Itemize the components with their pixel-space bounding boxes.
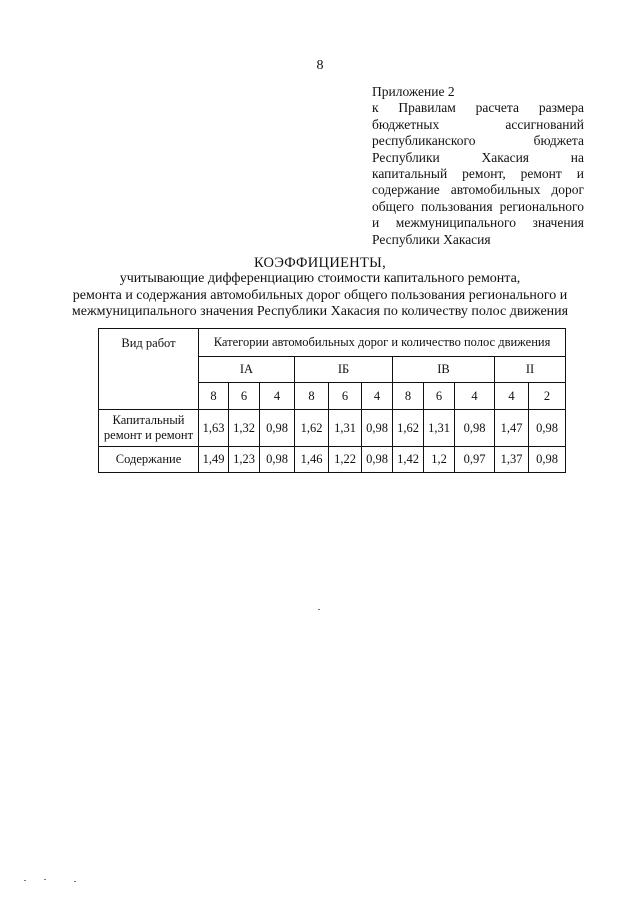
table-cell: 1,63	[199, 410, 229, 447]
appendix-line: республиканского бюджета	[372, 133, 584, 149]
table-cell: 1,42	[393, 447, 424, 473]
table-cell: 1,32	[229, 410, 260, 447]
category-header: IA	[199, 357, 295, 383]
table-cell: 0,98	[260, 447, 295, 473]
table-cell: 1,62	[393, 410, 424, 447]
table-cell: 0,98	[362, 447, 393, 473]
appendix-line: Республики Хакасия	[372, 231, 491, 247]
document-title: КОЭФФИЦИЕНТЫ,	[253, 255, 387, 271]
row-label	[99, 410, 199, 447]
lanes-header: 8	[199, 383, 229, 410]
row-label-line: Капитальный	[112, 413, 185, 427]
lanes-header: 4	[455, 383, 495, 410]
appendix-line: содержание автомобильных дорог	[372, 182, 584, 198]
lanes-header: 4	[362, 383, 393, 410]
lanes-header: 4	[260, 383, 295, 410]
lanes-header: 2	[529, 383, 566, 410]
table-cell: 1,22	[329, 447, 362, 473]
table-cell: 1,46	[295, 447, 329, 473]
table-cell: 1,31	[424, 410, 455, 447]
lanes-header: 6	[424, 383, 455, 410]
table-cell: 0,98	[529, 447, 566, 473]
appendix-block	[372, 84, 584, 248]
table-cell: 1,31	[329, 410, 362, 447]
scan-speck	[318, 609, 320, 610]
table-row	[99, 447, 566, 473]
appendix-line: общего пользования регионального	[372, 198, 584, 214]
lanes-header: 6	[229, 383, 260, 410]
row-label-line: ремонт и ремонт	[103, 428, 194, 442]
scan-speck	[74, 881, 76, 882]
table-cell: 1,49	[199, 447, 229, 473]
category-header: IВ	[393, 357, 495, 383]
table-cell: 0,98	[455, 410, 495, 447]
work-type-header: Вид работ	[99, 329, 199, 410]
table-cell: 0,98	[362, 410, 393, 447]
lanes-header: 4	[495, 383, 529, 410]
table-cell: 1,23	[229, 447, 260, 473]
table-cell: 0,97	[455, 447, 495, 473]
table-cell: 1,2	[424, 447, 455, 473]
table-row	[99, 410, 566, 447]
document-subtitle-line: ремонта и содержания автомобильных дорог общего пользования регионального и	[72, 288, 568, 303]
appendix-line: капитальный ремонт, ремонт и	[372, 166, 584, 182]
document-subtitle-line: межмуниципального значения Республики Хакасия по количеству полос движения	[71, 304, 569, 319]
scan-speck	[24, 880, 26, 881]
table-cell: 1,62	[295, 410, 329, 447]
appendix-title: Приложение 2	[372, 84, 455, 99]
lanes-header: 8	[295, 383, 329, 410]
appendix-line: бюджетных ассигнований	[372, 116, 584, 132]
lanes-header: 6	[329, 383, 362, 410]
appendix-line: к Правилам расчета размера	[372, 100, 584, 116]
appendix-line: и межмуниципального значения	[372, 215, 584, 231]
coefficients-table	[98, 328, 566, 473]
appendix-line: Республики Хакасия на	[372, 149, 584, 165]
lanes-header: 8	[393, 383, 424, 410]
table-cell: 1,37	[495, 447, 529, 473]
category-header: IБ	[295, 357, 393, 383]
category-header: II	[495, 357, 566, 383]
table-cell: 0,98	[260, 410, 295, 447]
road-categories-header: Категории автомобильных дорог и количество полос движения	[199, 329, 566, 357]
table-cell: 1,47	[495, 410, 529, 447]
page-number: 8	[316, 58, 324, 73]
document-subtitle-line: учитывающие дифференциацию стоимости капитального ремонта,	[119, 271, 521, 286]
table-cell: 0,98	[529, 410, 566, 447]
row-label: Содержание	[99, 447, 199, 473]
scan-speck	[44, 879, 46, 880]
